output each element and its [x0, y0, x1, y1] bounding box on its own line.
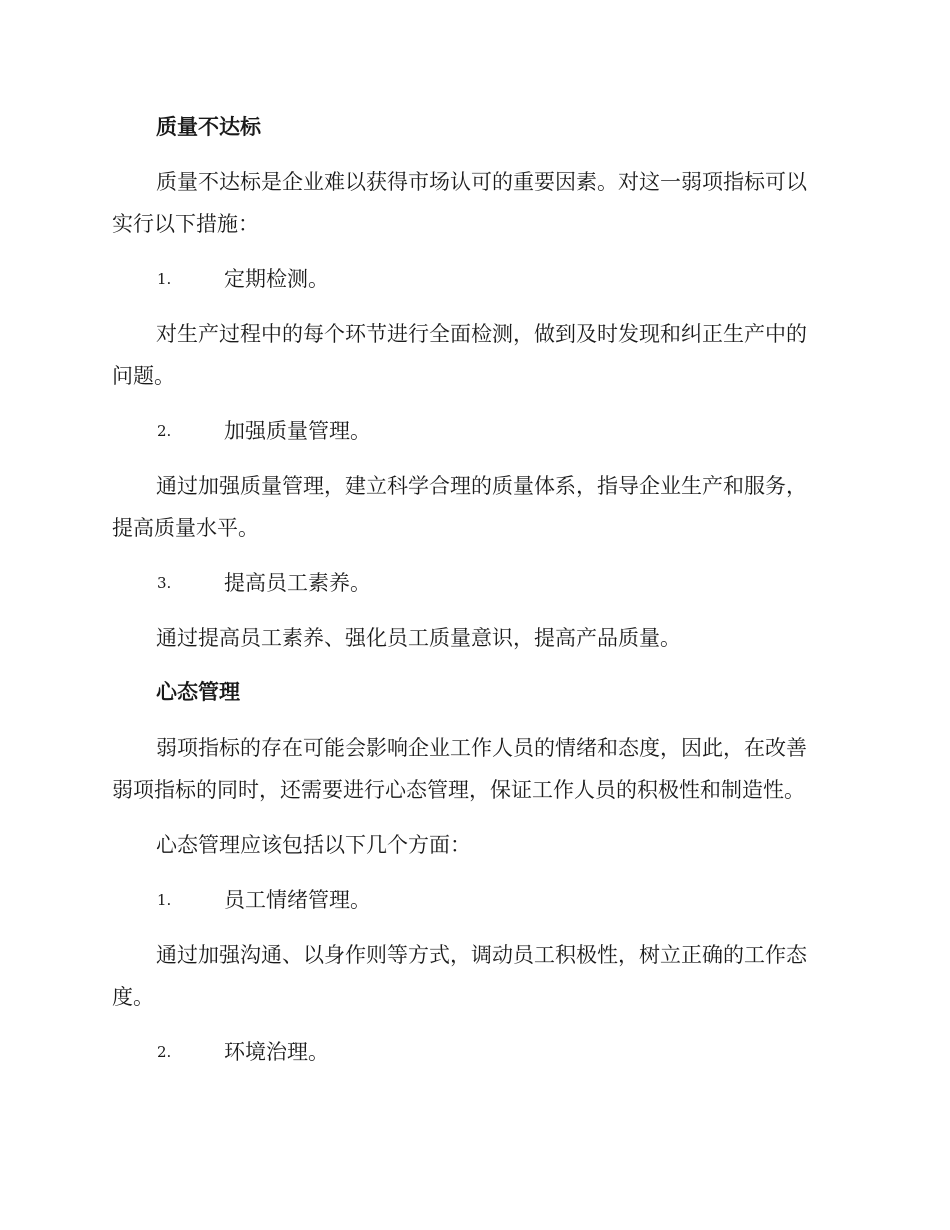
paragraph-line: 实行以下措施： [112, 212, 259, 236]
paragraph-line: 度。 [112, 985, 154, 1009]
list-item: 定期检测。 [224, 267, 329, 291]
paragraph-line: 弱项指标的存在可能会影响企业工作人员的情绪和态度，因此，在改善 [156, 736, 807, 760]
list-number: 1. [157, 891, 172, 909]
paragraph-line: 弱项指标的同时，还需要进行心态管理，保证工作人员的积极性和制造性。 [112, 778, 805, 802]
paragraph-line: 通过加强沟通、以身作则等方式，调动员工积极性，树立正确的工作态 [156, 943, 807, 967]
paragraph-line: 通过提高员工素养、强化员工质量意识，提高产品质量。 [156, 626, 681, 650]
paragraph-line: 通过加强质量管理，建立科学合理的质量体系，指导企业生产和服务， [156, 474, 807, 498]
paragraph-line: 提高质量水平。 [112, 516, 259, 540]
paragraph-line: 对生产过程中的每个环节进行全面检测，做到及时发现和纠正生产中的 [156, 322, 807, 346]
list-number: 3. [157, 574, 172, 592]
heading-mindset: 心态管理 [156, 680, 240, 704]
list-number: 2. [157, 1043, 172, 1061]
list-item: 环境治理。 [224, 1040, 329, 1064]
list-item: 提高员工素养。 [224, 571, 371, 595]
paragraph-line: 心态管理应该包括以下几个方面： [156, 833, 471, 857]
list-number: 2. [157, 422, 172, 440]
list-item: 员工情绪管理。 [224, 888, 371, 912]
list-number: 1. [157, 270, 172, 288]
heading-quality: 质量不达标 [156, 115, 261, 139]
paragraph-line: 问题。 [112, 364, 175, 388]
paragraph-line: 质量不达标是企业难以获得市场认可的重要因素。对这一弱项指标可以 [156, 170, 807, 194]
list-item: 加强质量管理。 [224, 419, 371, 443]
